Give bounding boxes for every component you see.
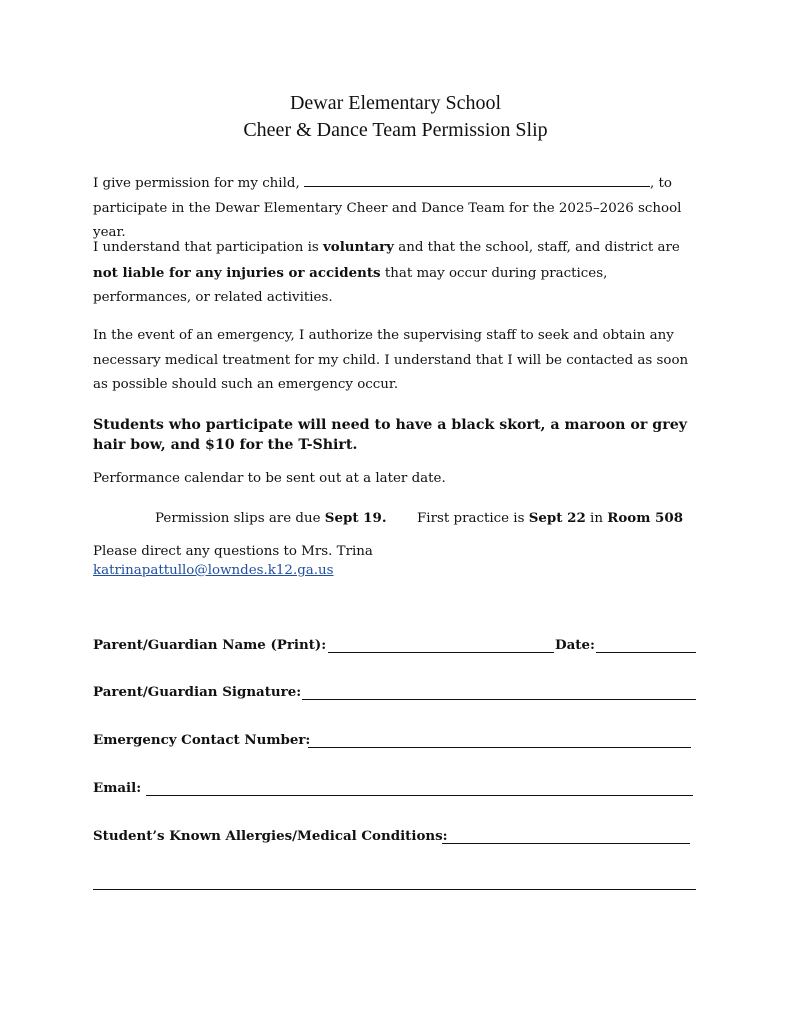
date-line[interactable] [596, 652, 696, 653]
permission-text-line2: participate in the Dewar Elementary Cheer and Dance Team for the 2025–2026 school year. [93, 200, 682, 240]
due-date: Sept 19. [324, 510, 387, 526]
date-label: Date: [555, 637, 595, 653]
liability-bold-voluntary: voluntary [323, 239, 394, 255]
liability-text-2: and that the school, staff, and district are [398, 240, 680, 255]
contact-paragraph [93, 542, 698, 580]
calendar-note: Performance calendar to be sent out at a later date. [93, 471, 446, 486]
email-label: Email: [93, 780, 142, 796]
practice-text: First practice is [417, 511, 525, 526]
form-title: Cheer & Dance Team Permission Slip [243, 119, 548, 141]
emergency-contact-label: Emergency Contact Number: [93, 732, 311, 748]
requirements-paragraph: Students who participate will need to have a black skort, a maroon or grey hair bow, and $10 for the T-Shirt. [93, 417, 687, 453]
practice-date: Sept 22 [528, 510, 586, 526]
allergies-line[interactable] [442, 843, 690, 844]
emergency-contact-line[interactable] [308, 747, 691, 748]
school-name: Dewar Elementary School [289, 92, 502, 114]
contact-text: Please direct any questions to Mrs. Trina [93, 544, 373, 559]
emergency-paragraph: In the event of an emergency, I authorize the supervising staff to seek and obtain any necessary medical treatment for my child. I understand that I will be contacted as soon as possible should such an emergency occur. [93, 328, 689, 392]
child-name-blank[interactable] [304, 172, 650, 187]
parent-name-line[interactable] [328, 652, 554, 653]
practice-in-text: in [590, 511, 603, 526]
practice-room: Room 508 [607, 510, 684, 526]
allergies-label: Student’s Known Allergies/Medical Conditions: [93, 828, 448, 844]
liability-bold-not-liable: not liable for any injuries or accidents [93, 264, 381, 281]
contact-email-link[interactable]: katrinapattullo@lowndes.k12.ga.us [93, 563, 334, 578]
permission-text-pre: I give permission for my child, [93, 176, 300, 191]
liability-paragraph [93, 235, 698, 311]
liability-text-1: I understand that participation is [93, 240, 319, 255]
dates-line [155, 510, 715, 526]
parent-name-label: Parent/Guardian Name (Print): [93, 637, 327, 653]
permission-text-post: , to [649, 176, 672, 191]
signature-label: Parent/Guardian Signature: [93, 684, 302, 700]
allergies-extra-line[interactable] [93, 889, 696, 890]
email-line[interactable] [146, 795, 693, 796]
liability-text-3: that may occur during practices, performances, or related activities. [93, 265, 608, 305]
due-text: Permission slips are due [155, 511, 321, 526]
signature-line[interactable] [302, 699, 696, 700]
